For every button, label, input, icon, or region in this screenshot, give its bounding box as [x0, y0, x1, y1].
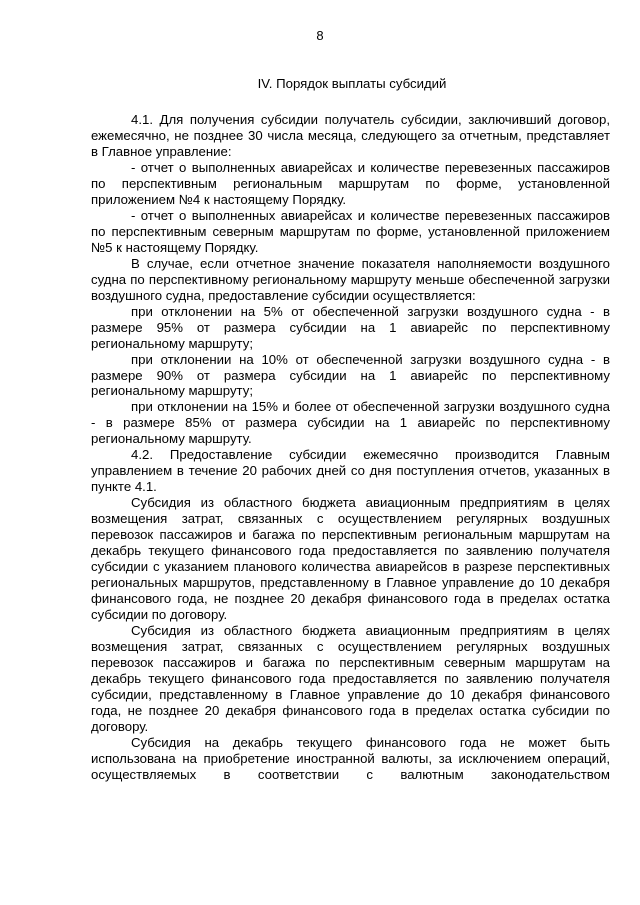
section-title: IV. Порядок выплаты субсидий [257, 76, 447, 91]
paragraph-deviation-5: при отклонении на 5% от обеспеченной загрузки воздушного судна - в размере 95% от размера субсидии на 1 авиарейс по перспективному региональному маршруту; [91, 303, 610, 351]
paragraph-deviation-10: при отклонении на 10% от обеспеченной загрузки воздушного судна - в размере 90% от размера субсидии на 1 авиарейс по перспективному региональному маршруту; [91, 351, 610, 399]
paragraph-4-1: 4.1. Для получения субсидии получатель субсидии, заключивший договор, ежемесячно, не позднее 30 числа месяца, следующего за отчетным, представляет в Главное управление: [91, 112, 610, 159]
list-item-report-regional: - отчет о выполненных авиарейсах и количестве перевезенных пассажиров по перспективным региональным маршрутам по форме, установленной приложением №4 к настоящему Порядку. [91, 159, 610, 207]
paragraph-subsidy-northern: Субсидия из областного бюджета авиационным предприятиям в целях возмещения затрат, связанных с осуществлением регулярных воздушных перевозок пассажиров и багажа по перспективным северным маршрутам на декабрь текущего финансового года предоставляется по заявлению получателя субсидии, представленному в Главное управление до 10 декабря финансового года, не позднее 20 декабря финансового года в пределах остатка субсидии по договору. [91, 623, 610, 734]
paragraph-subsidy-regional: Субсидия из областного бюджета авиационным предприятиям в целях возмещения затрат, связанных с осуществлением регулярных воздушных перевозок пассажиров и багажа по перспективным региональным маршрутам на декабрь текущего финансового года предоставляется по заявлению получателя субсидии с указанием планового количества авиарейсов в разрезе перспективных региональных маршрутов, представленному в Главное управление до 10 декабря финансового года, не позднее 20 декабря финансового года в пределах остатка субсидии по договору. [91, 495, 610, 623]
page-number: 8 [316, 28, 324, 43]
paragraph-deviation-15: при отклонении на 15% и более от обеспеченной загрузки воздушного судна - в размере 85% от размера субсидии на 1 авиарейс по перспективному региональному маршруту. [91, 399, 610, 447]
list-item-report-northern: - отчет о выполненных авиарейсах и количестве перевезенных пассажиров по перспективным северным маршрутам по форме, установленной приложением №5 к настоящему Порядку. [91, 207, 610, 255]
paragraph-occupancy: В случае, если отчетное значение показателя наполняемости воздушного судна по перспективному региональному маршруту меньше обеспеченной загрузки воздушного судна, предоставление субсидии осуществляется: [91, 255, 610, 303]
document-body [91, 112, 610, 783]
paragraph-currency-restriction: Субсидия на декабрь текущего финансового года не может быть использована на приобретение иностранной валюты, за исключением операций, осуществляемых в соответствии с валютным законодательством [91, 734, 610, 782]
paragraph-4-2: 4.2. Предоставление субсидии ежемесячно производится Главным управлением в течение 20 рабочих дней со дня поступления отчетов, указанных в пункте 4.1. [91, 447, 610, 495]
